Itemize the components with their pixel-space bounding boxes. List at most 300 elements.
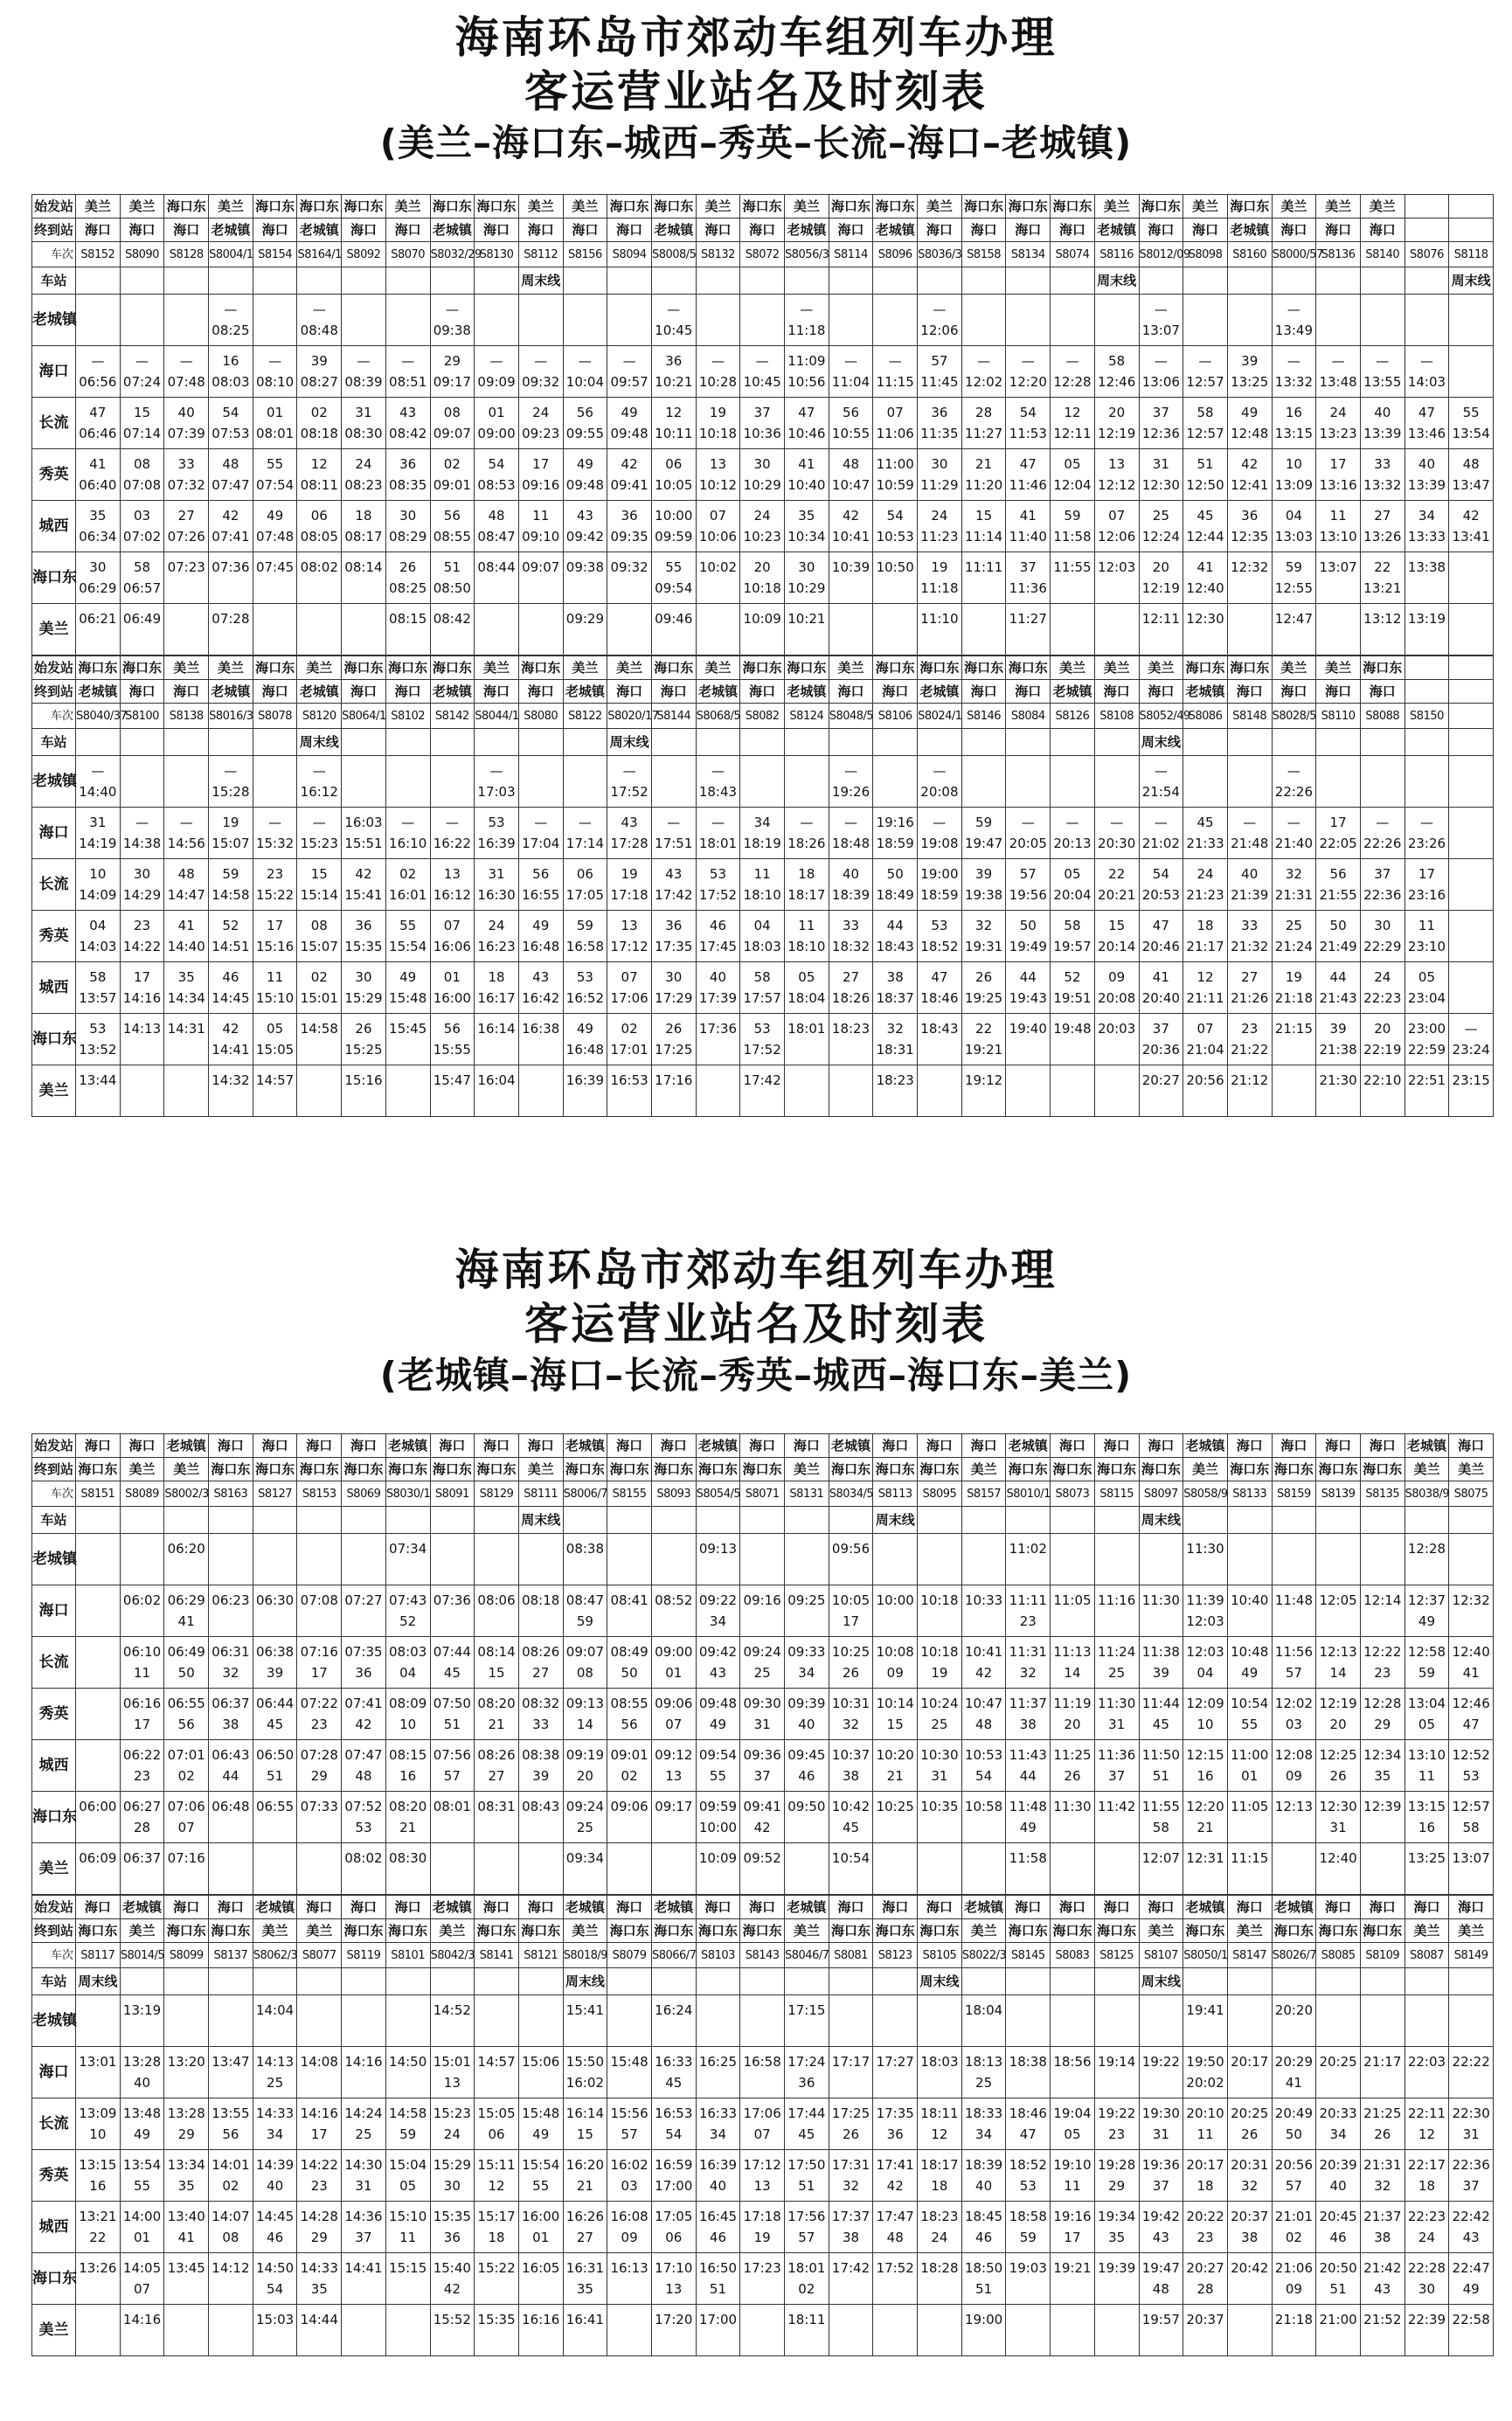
terminus-cell: 老城镇 xyxy=(1094,219,1139,242)
weekend-note-cell xyxy=(1316,1507,1361,1534)
time-cell xyxy=(1006,911,1051,962)
terminus-cell: 老城镇 xyxy=(873,219,918,242)
time-bottom: 37 xyxy=(753,1768,771,1784)
time-bottom xyxy=(1006,2072,1050,2093)
time-cell xyxy=(1316,1689,1361,1740)
weekend-note-cell xyxy=(209,1968,253,1995)
weekend-note-cell xyxy=(1183,729,1228,756)
time-top: 13:25 xyxy=(1407,1850,1446,1866)
time-top: — xyxy=(1021,353,1035,369)
terminus-cell: 海口 xyxy=(164,680,209,704)
station-label: 海口 xyxy=(32,2047,76,2098)
time-top: 09:39 xyxy=(787,1696,826,1711)
time-cell xyxy=(297,2150,342,2202)
time-top: 09:38 xyxy=(565,559,605,575)
time-bottom: 16 xyxy=(89,2178,107,2194)
time-cell xyxy=(1139,1534,1183,1585)
weekend-note-cell xyxy=(297,1968,342,1995)
time-top: 16:39 xyxy=(565,1072,605,1088)
time-bottom: 15:16 xyxy=(255,939,295,954)
time-bottom: 18:19 xyxy=(743,836,781,851)
time-bottom: 25 xyxy=(267,2075,284,2091)
time-cell xyxy=(297,2098,342,2150)
weekend-note-cell xyxy=(961,267,1006,295)
weekend-note-cell xyxy=(253,1968,297,1995)
time-cell xyxy=(829,1843,873,1895)
time-top: 14:01 xyxy=(212,2157,250,2173)
origin-cell: 海口东 xyxy=(873,656,918,680)
time-cell xyxy=(1183,1995,1228,2047)
time-top: 23 xyxy=(267,866,284,882)
terminus-cell: 海口东 xyxy=(607,1919,652,1943)
label-origin: 始发站 xyxy=(32,195,76,219)
weekend-note-cell xyxy=(209,1507,253,1534)
time-bottom: 26 xyxy=(842,1665,860,1681)
time-top: 03 xyxy=(133,508,151,524)
time-cell xyxy=(1094,962,1139,1014)
terminus-cell: 海口东 xyxy=(475,1919,519,1943)
time-cell xyxy=(1094,2202,1139,2253)
time-cell xyxy=(829,1995,873,2047)
time-top: — xyxy=(91,353,105,369)
origin-cell: 老城镇 xyxy=(563,1896,607,1919)
time-cell xyxy=(385,1995,430,2047)
weekend-note-cell xyxy=(1272,1507,1316,1534)
time-top: 14:52 xyxy=(433,2002,471,2018)
origin-cell: 海口 xyxy=(607,1896,652,1919)
time-bottom xyxy=(1361,629,1404,650)
time-top: 22:10 xyxy=(1363,1072,1402,1088)
time-top: 20 xyxy=(753,559,771,575)
time-bottom xyxy=(253,2021,297,2042)
time-cell xyxy=(1051,1014,1095,1065)
time-top: 11:02 xyxy=(1009,1541,1047,1557)
time-cell xyxy=(430,1689,475,1740)
time-top: 13:01 xyxy=(79,2054,117,2070)
time-top: 16:50 xyxy=(698,2260,738,2276)
time-cell xyxy=(829,295,873,346)
time-cell xyxy=(961,449,1006,501)
time-top: 18:33 xyxy=(964,2105,1003,2121)
time-top: 13:28 xyxy=(167,2105,205,2121)
time-bottom: 07 xyxy=(753,2126,771,2142)
time-top: 37 xyxy=(753,405,771,420)
terminus-cell: 美兰 xyxy=(961,1458,1006,1481)
origin-cell: 老城镇 xyxy=(120,1896,164,1919)
time-top: 07:34 xyxy=(389,1541,427,1557)
time-bottom xyxy=(1228,578,1272,599)
time-cell xyxy=(1094,501,1139,552)
time-bottom xyxy=(1273,2021,1316,2042)
station-label: 秀英 xyxy=(32,449,76,501)
time-cell xyxy=(1094,604,1139,656)
time-top: 32 xyxy=(975,918,993,933)
time-top: 12:13 xyxy=(1274,1799,1314,1814)
time-top: 50 xyxy=(1019,918,1037,933)
time-top: 17:00 xyxy=(698,2312,738,2327)
time-bottom: 25 xyxy=(753,1665,771,1681)
time-bottom xyxy=(1095,2072,1139,2093)
weekend-note-cell xyxy=(253,267,297,295)
time-cell xyxy=(696,1585,740,1637)
time-top: 13:10 xyxy=(1407,1747,1446,1763)
terminus-cell: 老城镇 xyxy=(1227,219,1272,242)
time-cell xyxy=(1139,2305,1183,2356)
time-bottom: 15 xyxy=(886,1717,904,1732)
time-cell xyxy=(297,2253,342,2305)
terminus-cell: 海口东 xyxy=(253,1458,297,1481)
time-bottom: 36 xyxy=(886,2126,904,2142)
time-top: 21:00 xyxy=(1319,2312,1357,2327)
time-cell xyxy=(1227,2305,1272,2356)
time-cell xyxy=(607,552,652,604)
time-bottom: 12:20 xyxy=(1009,374,1047,390)
time-bottom: 15:25 xyxy=(344,1042,383,1058)
terminus-cell: 老城镇 xyxy=(785,219,829,242)
time-cell xyxy=(696,346,740,398)
time-bottom: 33 xyxy=(532,1717,550,1732)
time-bottom xyxy=(209,629,253,650)
time-bottom: 10:28 xyxy=(698,374,738,390)
time-bottom xyxy=(1273,2330,1316,2351)
time-top: 48 xyxy=(222,456,239,472)
time-cell xyxy=(1449,552,1494,604)
time-cell xyxy=(740,398,785,449)
station-label: 海口东 xyxy=(32,1014,76,1065)
origin-cell: 海口东 xyxy=(1006,656,1051,680)
time-cell xyxy=(1449,911,1494,962)
time-bottom: 10:46 xyxy=(787,426,826,441)
time-cell xyxy=(164,1995,209,2047)
time-top: 10:18 xyxy=(920,1592,959,1608)
time-bottom: 38 xyxy=(842,1768,860,1784)
time-bottom: 23:04 xyxy=(1407,990,1446,1006)
time-bottom: 16:17 xyxy=(477,990,516,1006)
terminus-cell: 海口东 xyxy=(385,1458,430,1481)
time-cell xyxy=(342,2305,386,2356)
weekend-note-cell xyxy=(873,267,918,295)
time-top: 10:54 xyxy=(831,1850,870,1866)
time-cell xyxy=(1227,295,1272,346)
time-top: 10:20 xyxy=(876,1747,914,1763)
time-bottom: 53 xyxy=(1462,1768,1480,1784)
time-bottom: 23 xyxy=(310,1717,328,1732)
time-top: 53 xyxy=(488,815,505,830)
train-number-cell: S8000/57 xyxy=(1272,242,1316,267)
time-cell xyxy=(563,756,607,808)
time-top: 08:14 xyxy=(477,1644,516,1660)
time-cell xyxy=(961,2047,1006,2098)
terminus-cell: 海口东 xyxy=(873,1458,918,1481)
time-top: 10 xyxy=(89,866,107,882)
time-cell xyxy=(829,808,873,859)
time-cell xyxy=(1360,1585,1404,1637)
time-top: 16:31 xyxy=(565,2260,605,2276)
time-cell xyxy=(1094,449,1139,501)
time-cell xyxy=(76,1534,121,1585)
time-cell xyxy=(1360,501,1404,552)
time-cell xyxy=(1404,2150,1449,2202)
time-top: 20:37 xyxy=(1231,2209,1269,2224)
time-cell xyxy=(430,1637,475,1689)
weekend-note-cell xyxy=(1006,1507,1051,1534)
time-cell xyxy=(297,501,342,552)
origin-cell: 海口 xyxy=(961,1434,1006,1458)
train-number-cell: S8138 xyxy=(164,704,209,729)
time-top: — xyxy=(1287,353,1300,369)
time-bottom: 45 xyxy=(267,1717,284,1732)
time-top: 11:05 xyxy=(1231,1799,1269,1814)
time-top: 08:20 xyxy=(477,1696,516,1711)
weekend-note-cell xyxy=(696,267,740,295)
time-top: 20:42 xyxy=(1231,2260,1269,2276)
weekend-note-cell xyxy=(342,729,386,756)
time-top: 49 xyxy=(576,1021,593,1037)
time-cell xyxy=(430,2202,475,2253)
time-cell xyxy=(120,501,164,552)
time-bottom: 14:16 xyxy=(122,990,162,1006)
time-bottom: 37 xyxy=(355,2230,372,2245)
weekend-note-cell xyxy=(696,1968,740,1995)
time-top: 07:44 xyxy=(433,1644,471,1660)
time-bottom xyxy=(1140,629,1183,650)
time-bottom xyxy=(740,1091,784,1112)
time-cell xyxy=(1227,604,1272,656)
train-number-cell: S8124 xyxy=(785,704,829,729)
time-bottom: 11 xyxy=(1418,1768,1436,1784)
time-top: 47 xyxy=(1019,456,1037,472)
time-cell xyxy=(785,398,829,449)
time-bottom: 11:15 xyxy=(876,374,914,390)
time-cell xyxy=(1272,1014,1316,1065)
station-label: 城西 xyxy=(32,2202,76,2253)
terminus-cell xyxy=(1449,680,1494,704)
time-bottom: 19:56 xyxy=(1009,887,1047,903)
time-bottom xyxy=(121,1611,164,1632)
time-top: 21:12 xyxy=(1231,1072,1269,1088)
time-bottom: 07 xyxy=(665,1717,683,1732)
time-cell xyxy=(829,911,873,962)
time-cell xyxy=(1449,1534,1494,1585)
time-cell xyxy=(1139,1585,1183,1637)
time-bottom xyxy=(1051,1817,1094,1838)
origin-cell: 海口东 xyxy=(607,195,652,219)
time-cell xyxy=(829,1014,873,1065)
time-cell xyxy=(209,1065,253,1117)
weekend-note-cell xyxy=(1094,729,1139,756)
time-cell xyxy=(385,2253,430,2305)
time-top: 34 xyxy=(1418,508,1436,524)
time-cell xyxy=(1094,1065,1139,1117)
time-cell xyxy=(430,808,475,859)
time-cell xyxy=(475,1014,519,1065)
time-cell xyxy=(873,346,918,398)
time-cell xyxy=(297,756,342,808)
time-cell xyxy=(696,962,740,1014)
time-cell xyxy=(76,2202,121,2253)
time-cell xyxy=(518,449,563,501)
time-bottom xyxy=(1228,1817,1272,1838)
time-cell xyxy=(430,295,475,346)
time-bottom xyxy=(829,2279,873,2300)
time-cell xyxy=(1449,295,1494,346)
time-top: 14:13 xyxy=(122,1021,162,1037)
time-bottom xyxy=(740,1611,784,1632)
time-cell xyxy=(475,1637,519,1689)
time-bottom: 17:39 xyxy=(698,990,738,1006)
time-cell xyxy=(696,2253,740,2305)
time-cell xyxy=(1449,1740,1494,1792)
time-cell xyxy=(696,911,740,962)
time-cell xyxy=(385,859,430,911)
time-cell xyxy=(961,2202,1006,2253)
time-cell xyxy=(253,756,297,808)
time-cell xyxy=(430,2098,475,2150)
time-top: 07:52 xyxy=(344,1799,383,1814)
time-top: 06:16 xyxy=(122,1696,162,1711)
time-top: 08:03 xyxy=(389,1644,427,1660)
train-number-cell: S8117 xyxy=(76,1943,121,1968)
time-bottom xyxy=(1273,629,1316,650)
time-cell xyxy=(651,1065,696,1117)
time-cell xyxy=(607,1689,652,1740)
time-top: 40 xyxy=(177,405,195,420)
time-bottom: 19:21 xyxy=(964,1042,1003,1058)
time-cell xyxy=(740,1534,785,1585)
time-cell xyxy=(253,295,297,346)
time-cell xyxy=(76,1843,121,1895)
time-cell xyxy=(164,295,209,346)
time-bottom: 21:32 xyxy=(1231,939,1269,954)
weekend-note-cell xyxy=(518,729,563,756)
station-label: 海口 xyxy=(32,808,76,859)
train-number-cell: S8008/5 xyxy=(651,242,696,267)
time-cell xyxy=(1006,1585,1051,1637)
terminus-cell: 海口 xyxy=(696,219,740,242)
time-bottom xyxy=(475,1611,518,1632)
time-cell xyxy=(1360,552,1404,604)
time-bottom: 18 xyxy=(931,2178,948,2194)
time-top: 19:36 xyxy=(1141,2157,1180,2173)
time-bottom xyxy=(431,2330,475,2351)
train-number-cell: S8071 xyxy=(740,1481,785,1507)
time-cell xyxy=(1051,1740,1095,1792)
time-cell xyxy=(120,2202,164,2253)
origin-cell: 海口 xyxy=(1272,1434,1316,1458)
terminus-cell: 美兰 xyxy=(297,1919,342,1943)
time-cell xyxy=(209,2253,253,2305)
time-bottom: 29 xyxy=(177,2126,195,2142)
terminus-cell: 海口 xyxy=(961,219,1006,242)
time-cell xyxy=(297,1065,342,1117)
time-cell xyxy=(918,962,962,1014)
time-bottom xyxy=(209,1817,253,1838)
time-top: 19 xyxy=(621,866,638,882)
time-top: 08:20 xyxy=(389,1799,427,1814)
terminus-cell: 海口东 xyxy=(1316,1919,1361,1943)
time-bottom xyxy=(431,1817,475,1838)
origin-cell: 老城镇 xyxy=(1404,1434,1449,1458)
weekend-note-cell xyxy=(76,729,121,756)
section-a-title-line3: (美兰–海口东–城西–秀英–长流–海口–老城镇) xyxy=(379,121,1133,164)
time-cell xyxy=(961,346,1006,398)
time-top: 17:36 xyxy=(698,1021,738,1037)
time-top: 31 xyxy=(1152,456,1169,472)
time-cell xyxy=(1139,1637,1183,1689)
time-bottom: 16:48 xyxy=(522,939,560,954)
time-bottom: 14:51 xyxy=(212,939,250,954)
time-bottom: 24 xyxy=(443,2126,461,2142)
time-cell xyxy=(76,2150,121,2202)
time-cell xyxy=(297,1585,342,1637)
time-cell xyxy=(1051,859,1095,911)
time-bottom xyxy=(1316,578,1360,599)
time-cell xyxy=(740,2150,785,2202)
time-top: 18:46 xyxy=(1009,2105,1047,2121)
time-top: 10:39 xyxy=(831,559,870,575)
time-cell xyxy=(785,2202,829,2253)
time-cell xyxy=(1051,1637,1095,1689)
time-cell xyxy=(385,295,430,346)
time-bottom: 09 xyxy=(886,1665,904,1681)
time-bottom: 12:06 xyxy=(1098,529,1136,545)
weekend-note-cell xyxy=(430,1968,475,1995)
time-cell xyxy=(1449,1014,1494,1065)
time-top: 05 xyxy=(1064,456,1081,472)
time-cell xyxy=(1360,1792,1404,1843)
time-cell xyxy=(696,1014,740,1065)
time-top: 33 xyxy=(177,456,195,472)
time-bottom: 09:35 xyxy=(610,529,648,545)
time-cell xyxy=(1094,398,1139,449)
time-cell xyxy=(475,552,519,604)
time-cell xyxy=(918,449,962,501)
time-bottom: 21:22 xyxy=(1231,1042,1269,1058)
time-bottom: 13:16 xyxy=(1319,477,1357,493)
station-label: 老城镇 xyxy=(32,295,76,346)
time-cell xyxy=(1051,346,1095,398)
time-cell xyxy=(1360,1065,1404,1117)
time-top: 06:31 xyxy=(212,1644,250,1660)
time-bottom: 45 xyxy=(798,2126,815,2142)
time-cell xyxy=(1272,2098,1316,2150)
origin-cell: 美兰 xyxy=(1316,195,1361,219)
time-top: 36 xyxy=(931,405,948,420)
time-bottom xyxy=(564,1091,607,1112)
time-cell xyxy=(1449,1585,1494,1637)
time-cell xyxy=(1316,398,1361,449)
train-number-cell: S8030/1 xyxy=(385,1481,430,1507)
time-bottom: 10:18 xyxy=(698,426,738,441)
time-top: — xyxy=(578,353,592,369)
time-top: 21:30 xyxy=(1319,1072,1357,1088)
time-top: 23:00 xyxy=(1407,1021,1446,1037)
time-cell xyxy=(740,2098,785,2150)
time-cell xyxy=(385,449,430,501)
label-terminus: 终到站 xyxy=(32,1458,76,1481)
weekend-note-cell xyxy=(785,267,829,295)
time-top: 14:32 xyxy=(212,1072,250,1088)
time-top: 10:48 xyxy=(1231,1644,1269,1660)
time-cell xyxy=(1051,808,1095,859)
time-bottom: 41 xyxy=(1285,2075,1302,2091)
train-number-cell: S8056/3 xyxy=(785,242,829,267)
terminus-cell: 海口 xyxy=(1360,219,1404,242)
time-top: 14:31 xyxy=(167,1021,205,1037)
time-top: 14:36 xyxy=(344,2209,383,2224)
time-cell xyxy=(209,1014,253,1065)
time-bottom: 12:19 xyxy=(1141,580,1180,596)
